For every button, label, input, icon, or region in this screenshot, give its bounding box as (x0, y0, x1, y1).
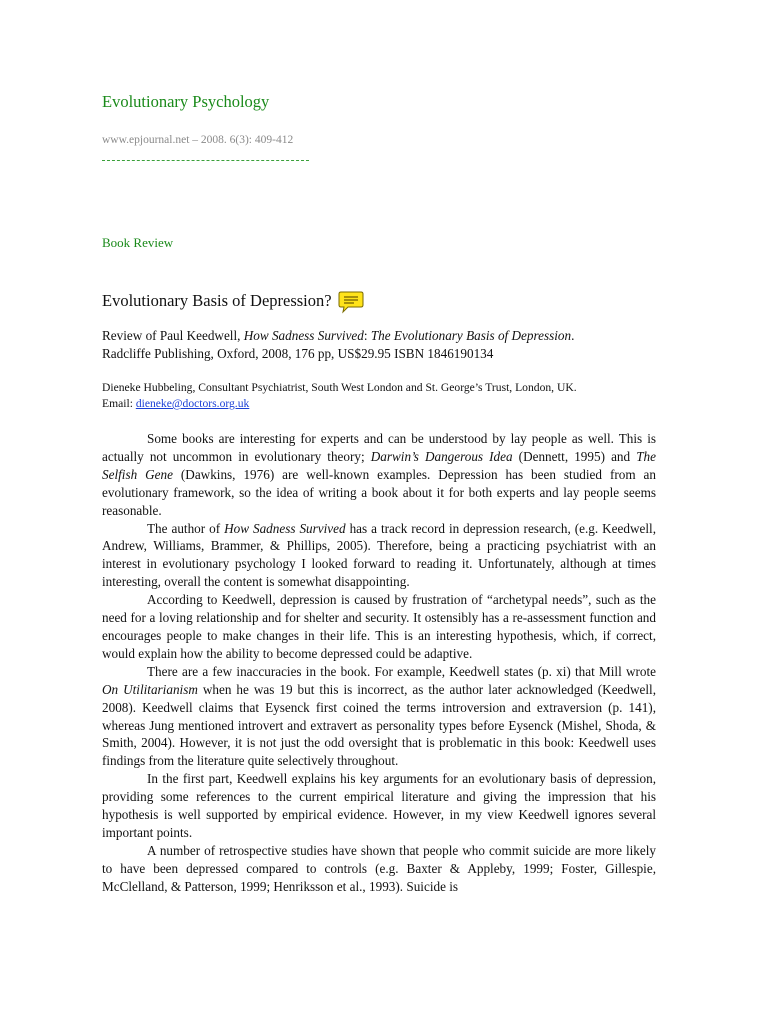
book-reference-line-2: Radcliffe Publishing, Oxford, 2008, 176 pp, US$29.95 ISBN 1846190134 (102, 346, 494, 361)
p2-text-b: has a track record in depression research, (e.g. Keedwell, Andrew, Williams, Brammer, & Phillips, 2005). Therefore, being a practicing psychiatrist with an interest in evolutionary psychology I looked forward to reading it. Unfortunately, although at times interesting, overall the content is somewhat disappointing. (102, 520, 656, 590)
paragraph-4 (102, 663, 656, 770)
paragraph-5: In the first part, Keedwell explains his key arguments for an evolutionary basis of depression, providing some references to the current empirical literature and giving the impression that his hypothesis is well supported by empirical evidence. However, in my view Keedwell ignores several important points. (102, 771, 656, 840)
book-title: How Sadness Survived (243, 328, 364, 343)
dashed-divider (102, 160, 309, 161)
p1-title-selfish-gene: The Selfish Gene (102, 448, 656, 482)
author-email-link[interactable]: dieneke@doctors.org.uk (135, 397, 250, 410)
p1-text-a: Some books are interesting for experts and can be understood by lay people as well. This is actually not uncommon in evolutionary theory; (102, 431, 656, 464)
journal-citation: www.epjournal.net – 2008. 6(3): 409-412 (102, 134, 294, 146)
p1-title-darwin: Darwin’s Dangerous Idea (370, 448, 513, 464)
paragraph-3: According to Keedwell, depression is caused by frustration of “archetypal needs”, such as the need for a loving relationship and for shelter and security. It ostensibly has a re-assessment function and encourages people to make changes in their life. This is an interesting hypothesis, which, if correct, would explain how the ability to become depressed could be adaptive. (102, 592, 656, 661)
article-title-text: Evolutionary Basis of Depression? (102, 291, 332, 310)
p4-text-b: when he was 19 but this is incorrect, as the author later acknowledged (Keedwell, 2008). Keedwell claims that Eysenck first coined the terms introversion and extraversion (p. 141), whereas Jung mentioned introvert and extravert as personality types before Eysenck (Mishel, Shoda, & Smith, 2004). However, it is not just the odd oversight that is problematic in this book: Keedwell uses findings from the literature quite selectively throughout. (102, 681, 657, 769)
paragraph-6: A number of retrospective studies have shown that people who commit suicide are more likely to have been depressed compared to controls (e.g. Baxter & Appleby, 1999; Foster, Gillespie, McClelland, & Patterson, 1999; Henriksson et al., 1993). Suicide is (102, 842, 656, 894)
p2-text-a: The author of (147, 520, 225, 536)
paragraph-2 (102, 520, 656, 592)
author-affiliation: Dieneke Hubbeling, Consultant Psychiatrist, South West London and St. George’s Trust, London, UK. (102, 381, 577, 394)
reference-prefix: Review of Paul Keedwell, (102, 328, 244, 343)
p1-text-b: (Dennett, 1995) and (512, 448, 637, 464)
review-body (102, 430, 656, 896)
paragraph-1 (102, 430, 656, 520)
book-subtitle: The Evolutionary Basis of Depression (370, 328, 572, 343)
section-label: Book Review (102, 235, 174, 250)
journal-name: Evolutionary Psychology (102, 92, 270, 111)
book-reference (102, 327, 656, 363)
p4-title-utilitarianism: On Utilitarianism (102, 681, 198, 697)
p4-text-a: There are a few inaccuracies in the book. For example, Keedwell states (p. xi) that Mill wrote (147, 663, 656, 679)
book-reference-line-1 (102, 327, 656, 345)
p2-title-sadness: How Sadness Survived (224, 520, 346, 536)
article-title (102, 288, 364, 314)
reference-period: . (571, 328, 575, 343)
p1-text-c: (Dawkins, 1976) are well-known examples. Depression has been studied from an evolutionary framework, so the idea of writing a book about it for both experts and lay people seems reasonable. (102, 466, 656, 518)
email-label: Email: (102, 397, 136, 410)
author-email-line (102, 396, 662, 412)
comment-icon[interactable] (338, 290, 364, 314)
reference-colon: : (363, 328, 371, 343)
author-info (102, 380, 662, 412)
